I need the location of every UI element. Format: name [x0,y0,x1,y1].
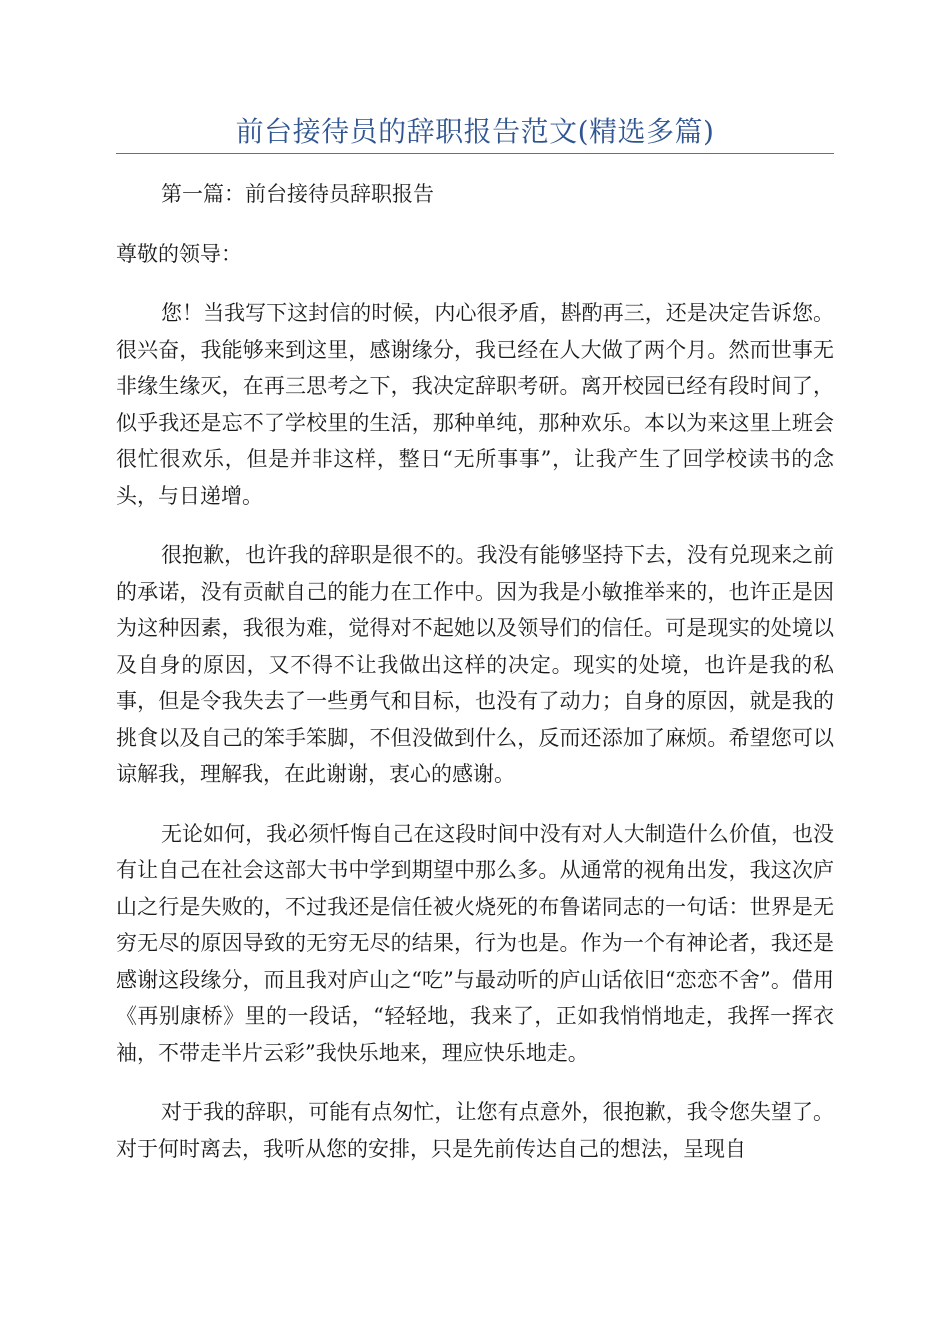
paragraph: 对于我的辞职，可能有点匆忙，让您有点意外，很抱歉，我令您失望了。对于何时离去，我听从您的安排，只是先前传达自己的想法，呈现自 [116,1100,834,1161]
document-body [116,176,834,1190]
paragraph: 很抱歉，也许我的辞职是很不的。我没有能够坚持下去，没有兑现来之前的承诺，没有贡献自己的能力在工作中。因为我是小敏推举来的，也许正是因为这种因素，我很为难，觉得对不起她以及领导们的信任。可是现实的处境以及自身的原因，又不得不让我做出这样的决定。现实的处境，也许是我的私事，但是令我失去了一些勇气和目标，也没有了动力；自身的原因，就是我的挑食以及自己的笨手笨脚，不但没做到什么，反而还添加了麻烦。希望您可以谅解我，理解我，在此谢谢，衷心的感谢。 [116,543,834,786]
salutation: 尊敬的领导： [116,241,242,266]
section-heading: 第一篇：前台接待员辞职报告 [161,182,434,206]
document-title: 前台接待员的辞职报告范文(精选多篇) [235,115,715,148]
title-underline [116,153,834,154]
paragraph: 您！当我写下这封信的时候，内心很矛盾，斟酌再三，还是决定告诉您。很兴奋，我能够来到这里，感谢缘分，我已经在人大做了两个月。然而世事无非缘生缘灭，在再三思考之下，我决定辞职考研。离开校园已经有段时间了，似乎我还是忘不了学校里的生活，那种单纯，那种欢乐。本以为来这里上班会很忙很欢乐，但是并非这样，整日“无所事事”，让我产生了回学校读书的念头，与日递增。 [116,301,834,508]
paragraph: 无论如何，我必须忏悔自己在这段时间中没有对人大制造什么价值，也没有让自己在社会这部大书中学到期望中那么多。从通常的视角出发，我这次庐山之行是失败的，不过我还是信任被火烧死的布鲁诺同志的一句话：世界是无穷无尽的原因导致的无穷无尽的结果，行为也是。作为一个有神论者，我还是感谢这段缘分，而且我对庐山之“吃”与最动听的庐山话依旧“恋恋不舍”。借用《再别康桥》里的一段话，“轻轻地，我来了，正如我悄悄地走，我挥一挥衣袖，不带走半片云彩”我快乐地来，理应快乐地走。 [116,821,834,1065]
